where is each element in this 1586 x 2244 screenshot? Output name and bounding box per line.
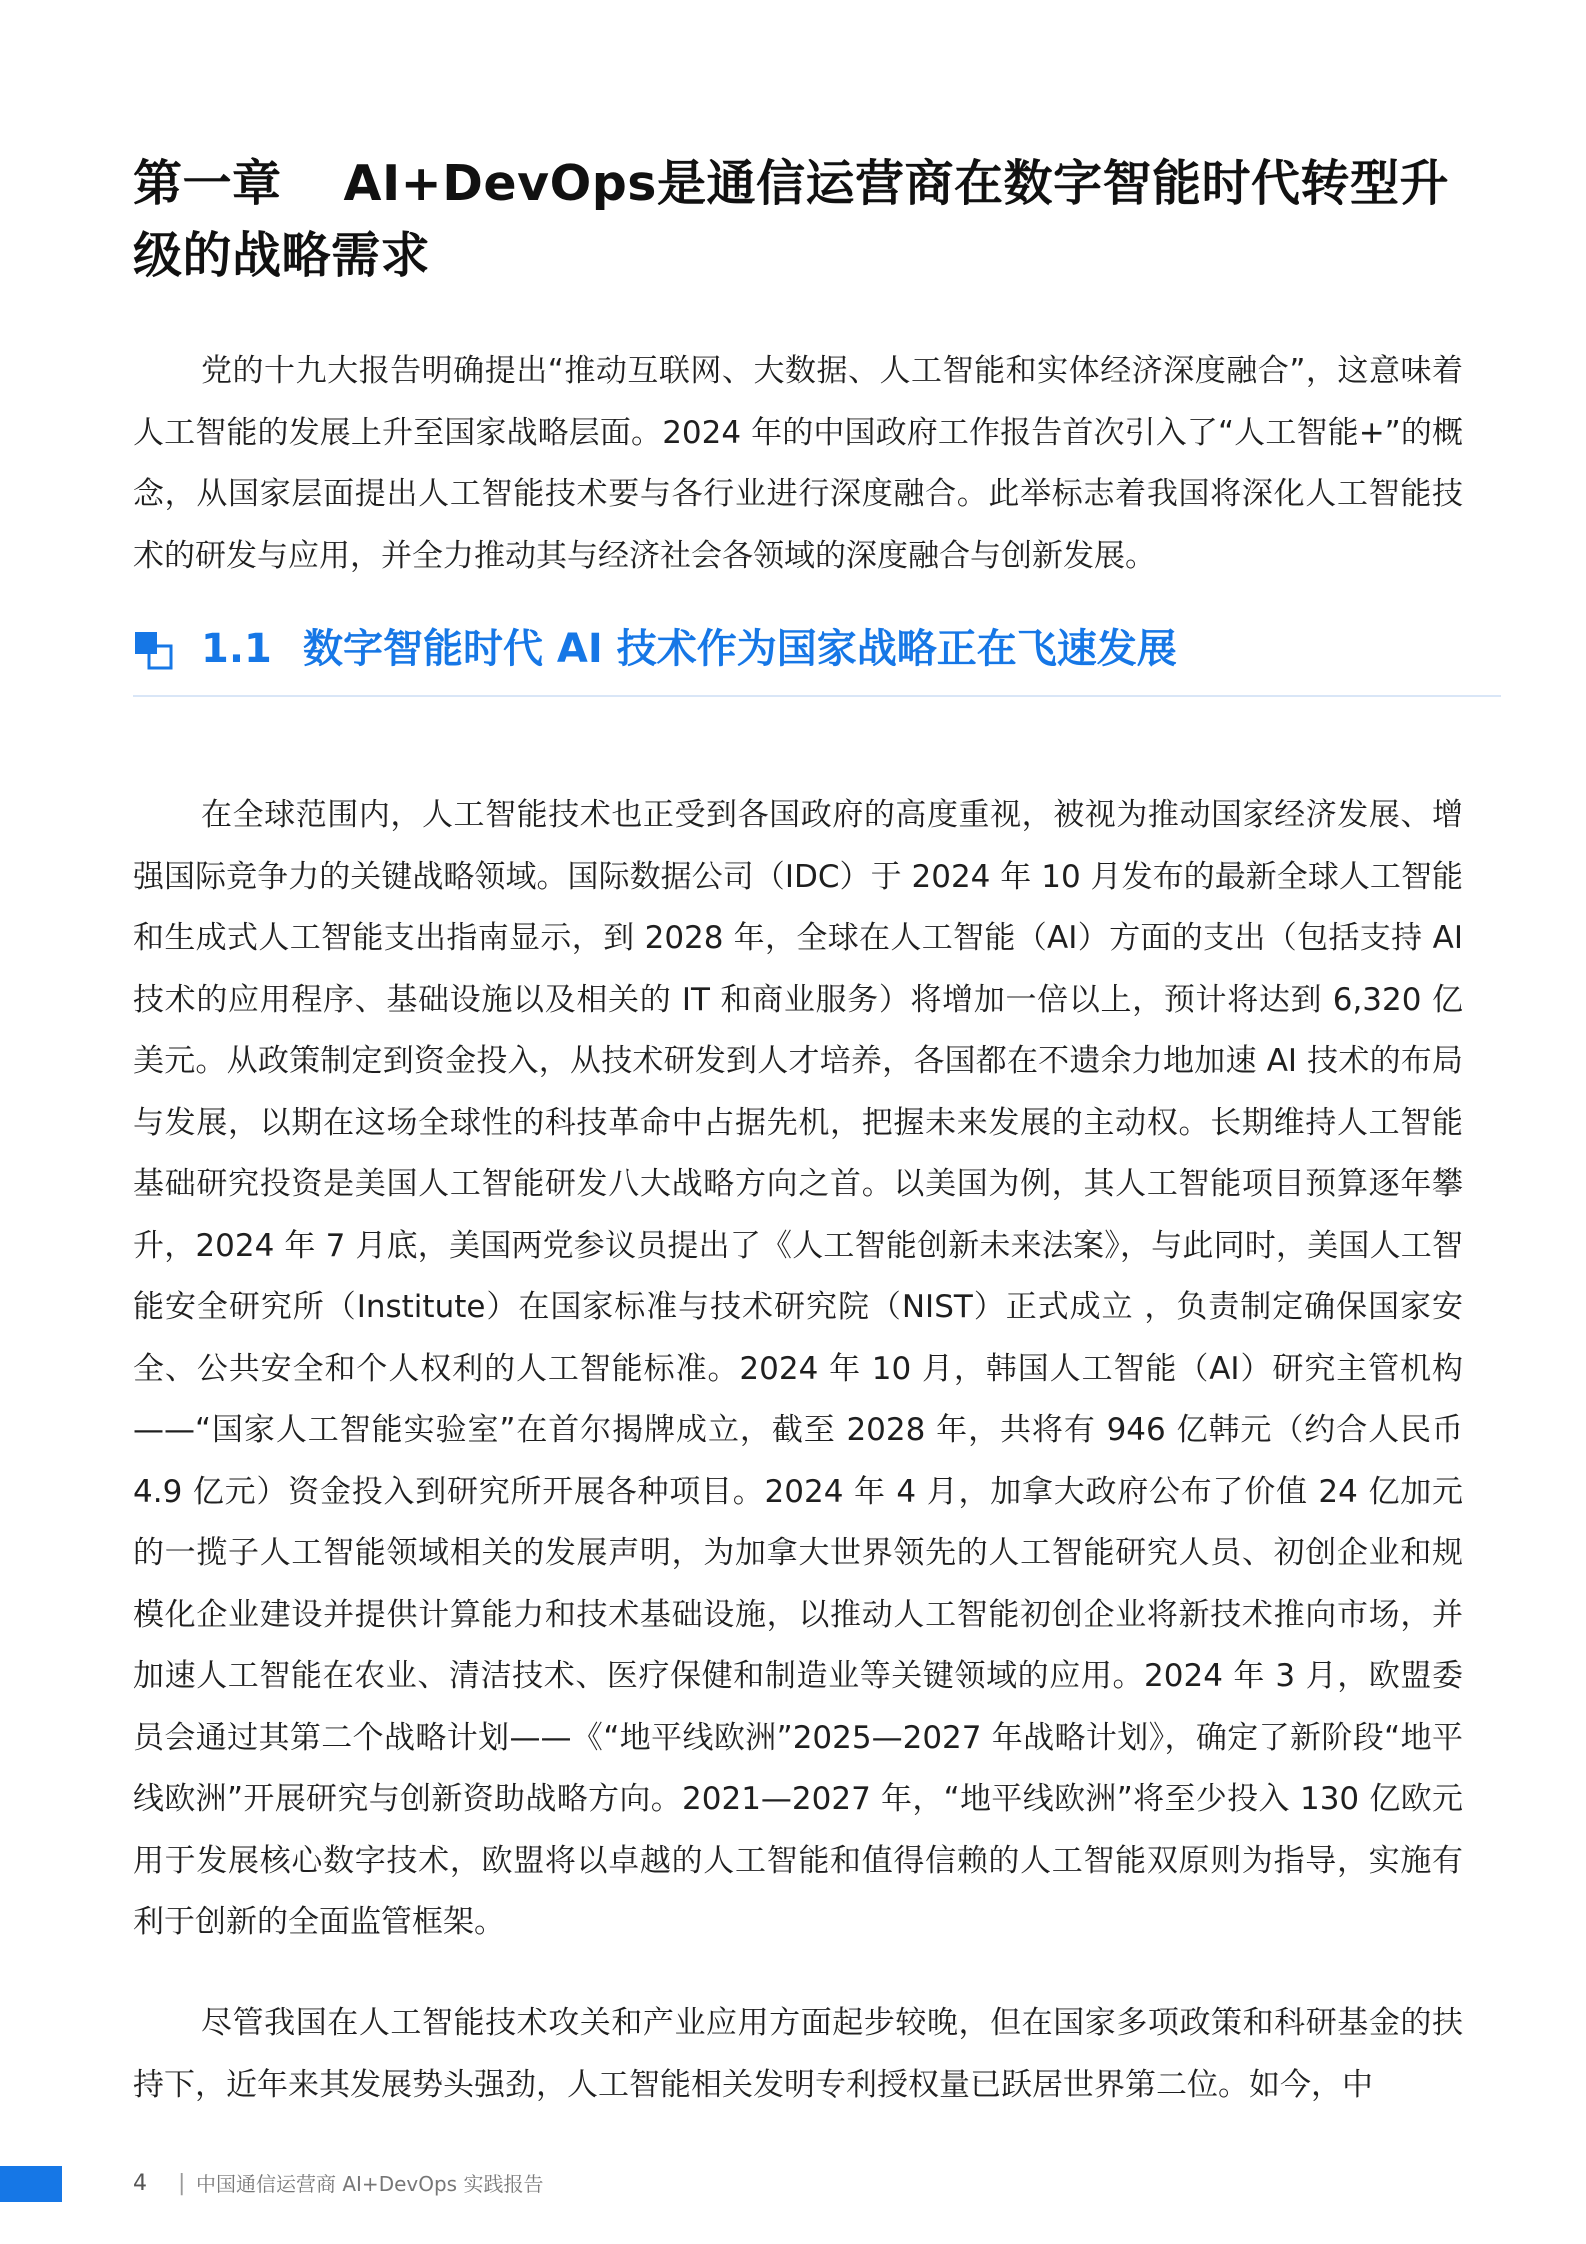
- section-square-icon: [133, 630, 173, 670]
- footer-page-number: 4: [133, 2171, 147, 2196]
- section-title: 数字智能时代 AI 技术作为国家战略正在飞速发展: [303, 626, 1177, 672]
- paragraph-global-ai: 在全球范围内，人工智能技术也正受到各国政府的高度重视，被视为推动国家经济发展、增强国际竞争力的关键战略领域。国际数据公司（IDC）于 2024 年 10 月发布的最新全球人工智能和生成式人工智能支出指南显示，到 2028 年，全球在人工智能（AI）方面的支出（包括支持 AI 技术的应用程序、基础设施以及相关的 IT 和商业服务）将增加一倍以上，预计将达到 6,320 亿美元。从政策制定到资金投入，从技术研发到人才培养，各国都在不遗余力地加速 AI 技术的布局与发展，以期在这场全球性的科技革命中占据先机，把握未来发展的主动权。长期维持人工智能基础研究投资是美国人工智能研发八大战略方向之首。以美国为例，其人工智能项目预算逐年攀升，2024 年 7 月底，美国两党参议员提出了《人工智能创新未来法案》，与此同时，美国人工智能安全研究所（Institute）在国家标准与技术研究院（NIST）正式成立 ，负责制定确保国家安全、公共安全和个人权利的人工智能标准。2024 年 10 月，韩国人工智能（AI）研究主管机构——“国家人工智能实验室”在首尔揭牌成立，截至 2028 年，共将有 946 亿韩元（约合人民币 4.9 亿元）资金投入到研究所开展各种项目。2024 年 4 月，加拿大政府公布了价值 24 亿加元的一揽子人工智能领域相关的发展声明，为加拿大世界领先的人工智能研究人员、初创企业和规模化企业建设并提供计算能力和技术基础设施，以推动人工智能初创企业将新技术推向市场，并加速人工智能在农业、清洁技术、医疗保健和制造业等关键领域的应用。2024 年 3 月，欧盟委员会通过其第二个战略计划——《“地平线欧洲”2025—2027 年战略计划》，确定了新阶段“地平线欧洲”开展研究与创新资助战略方向。2021—2027 年，“地平线欧洲”将至少投入 130 亿欧元用于发展核心数字技术，欧盟将以卓越的人工智能和值得信赖的人工智能双原则为指导，实施有利于创新的全面监管框架。: [133, 797, 1463, 1940]
- chapter-title: [133, 148, 1473, 292]
- section-number: 1.1: [201, 626, 272, 672]
- paragraph-china-ai: 尽管我国在人工智能技术攻关和产业应用方面起步较晚，但在国家多项政策和科研基金的扶持下，近年来其发展势头强劲，人工智能相关发明专利授权量已跃居世界第二位。如今，中: [133, 2005, 1463, 2103]
- chapter-title-text: AI+DevOps是通信运营商在数字智能时代转型升级的战略需求: [133, 155, 1449, 284]
- footer-accent-bar: [0, 2166, 62, 2202]
- intro-paragraph: 党的十九大报告明确提出“推动互联网、大数据、人工智能和实体经济深度融合”，这意味着人工智能的发展上升至国家战略层面。2024 年的中国政府工作报告首次引入了“人工智能+”的概念，从国家层面提出人工智能技术要与各行业进行深度融合。此举标志着我国将深化人工智能技术的研发与应用，并全力推动其与经济社会各领域的深度融合与创新发展。: [133, 353, 1463, 574]
- section-heading: [133, 615, 1501, 697]
- chapter-label: 第一章: [133, 155, 282, 212]
- footer-separator: |: [178, 2171, 186, 2196]
- footer-report-title: 中国通信运营商 AI+DevOps 实践报告: [196, 2172, 544, 2196]
